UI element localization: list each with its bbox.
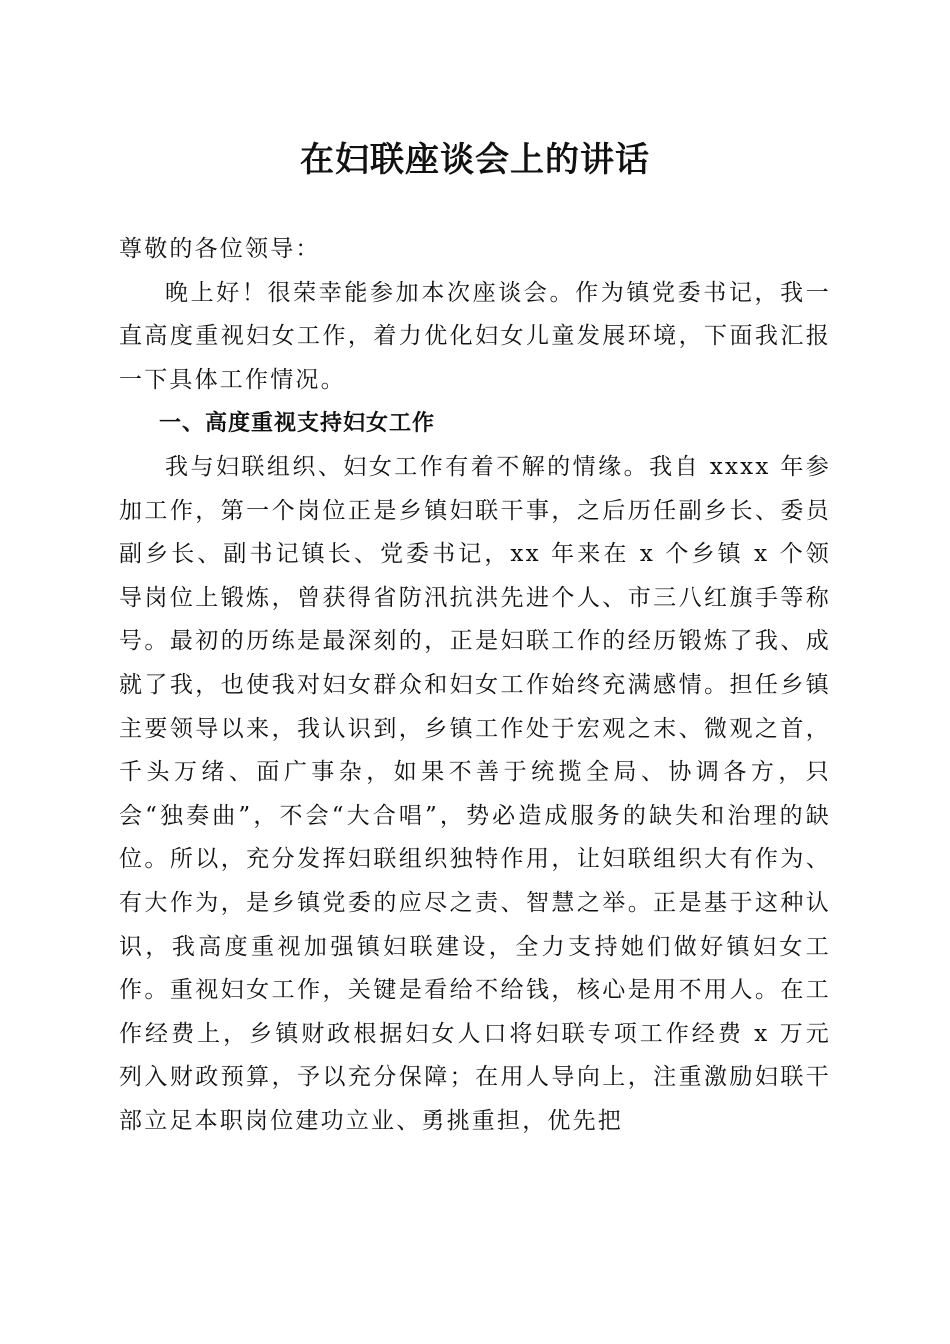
section-paragraph: 我与妇联组织、妇女工作有着不解的情缘。我自 xxxx 年参加工作，第一个岗位正是乡镇妇联干事，之后历任副乡长、委员副乡长、副书记镇长、党委书记，xx 年来在 x 个乡镇 x 个领导岗位上锻炼，曾获得省防汛抗洪先进个人、市三八红旗手等称号。最初的历练是最深刻的，正是妇联工作的经历锻炼了我、成就了我，也使我对妇女群众和妇女工作始终充满感情。担任乡镇主要领导以来，我认识到，乡镇工作处于宏观之末、微观之首，千头万绪、面广事杂，如果不善于统揽全局、协调各方，只会“独奏曲”，不会“大合唱”，势必造成服务的缺失和治理的缺位。所以，充分发挥妇联组织独特作用，让妇联组织大有作为、有大作为，是乡镇党委的应尽之责、智慧之举。正是基于这种认识，我高度重视加强镇妇联建设，全力支持她们做好镇妇女工作。重视妇女工作，关键是看给不给钱，核心是用不用人。在工作经费上，乡镇财政根据妇女人口将妇联专项工作经费 x 万元列入财政预算，予以充分保障；在用人导向上，注重激励妇联干部立足本职岗位建功立业、勇挑重担，优先把 [119,453,831,1134]
intro-paragraph: 晚上好！很荣幸能参加本次座谈会。作为镇党委书记，我一直高度重视妇女工作，着力优化妇女儿童发展环境，下面我汇报一下具体工作情况。 [119,279,831,393]
document-title: 在妇联座谈会上的讲话 [300,140,650,180]
section-heading: 一、高度重视支持妇女工作 [159,411,436,437]
document-body [119,228,831,1143]
salutation: 尊敬的各位领导： [119,236,321,262]
